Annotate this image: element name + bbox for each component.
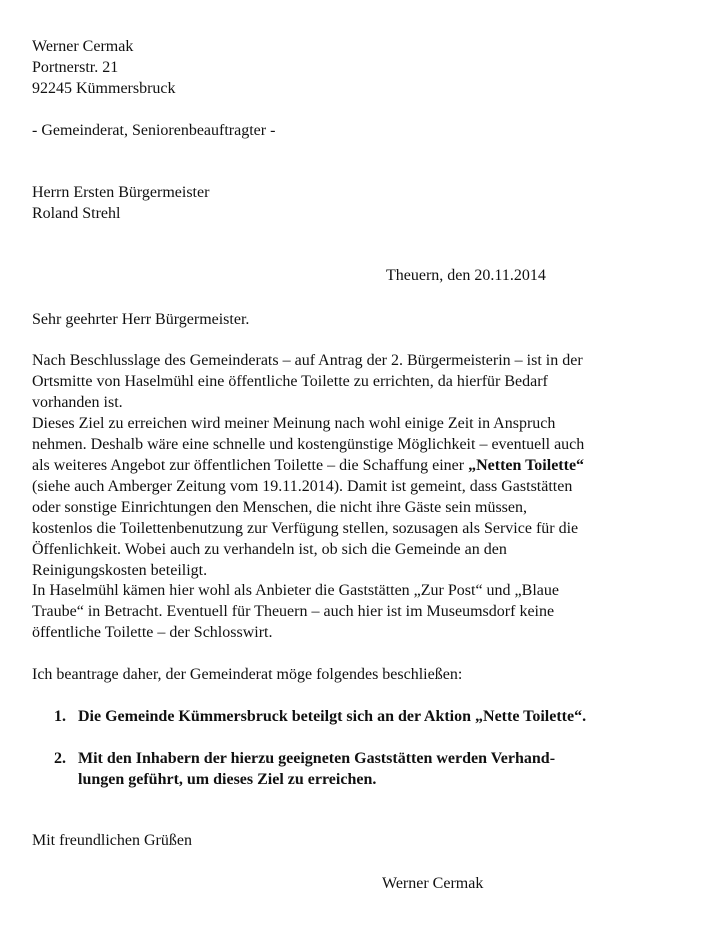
sender-address [32, 36, 682, 99]
motion-text: Die Gemeinde Kümmersbruck beteilgt sich an der Aktion „Nette Toilette“. [78, 708, 587, 725]
closing: Mit freundlichen Grüßen [32, 832, 192, 849]
paragraph-1 [32, 350, 682, 413]
motion-number: 1. [54, 708, 66, 725]
paragraph-line: Dieses Ziel zu erreichen wird meiner Meinung nach wohl einige Zeit in Anspruch [32, 415, 556, 432]
paragraph-line: Reinigungskosten beteiligt. [32, 562, 208, 579]
motion-list [54, 706, 694, 790]
paragraph-line: kostenlos die Toilettenbenutzung zur Verfügung stellen, sozusagen als Service für die [32, 520, 579, 537]
recipient-name: Roland Strehl [32, 205, 121, 222]
paragraph-line: Nach Beschlusslage des Gemeinderats – auf Antrag der 2. Bürgermeisterin – ist in der [32, 352, 583, 369]
paragraph-line: Traube“ in Betracht. Eventuell für Theuern – auch hier ist im Museumsdorf keine [32, 603, 555, 620]
salutation: Sehr geehrter Herr Bürgermeister. [32, 311, 250, 328]
paragraph-line: Öffenlichkeit. Wobei auch zu verhandeln ist, ob sich die Gemeinde an den [32, 541, 507, 558]
recipient-title: Herrn Ersten Bürgermeister [32, 184, 210, 201]
paragraph-3 [32, 580, 682, 643]
paragraph-line: öffentliche Toilette – der Schlosswirt. [32, 624, 273, 641]
paragraph-line: In Haselmühl kämen hier wohl als Anbieter die Gaststätten „Zur Post“ und „Blaue [32, 582, 559, 599]
request-intro: Ich beantrage daher, der Gemeinderat möge folgendes beschließen: [32, 666, 463, 683]
motion-text: lungen geführt, um dieses Ziel zu erreichen. [78, 771, 377, 788]
sender-name: Werner Cermak [32, 38, 134, 55]
paragraph-line: Ortsmitte von Haselmühl eine öffentliche Toilette zu errichten, da hierfür Bedarf [32, 373, 548, 390]
motion-number: 2. [54, 750, 66, 767]
motion-text: Mit den Inhabern der hierzu geeigneten Gaststätten werden Verhand- [78, 750, 556, 767]
signature: Werner Cermak [382, 875, 484, 892]
sender-street: Portnerstr. 21 [32, 59, 119, 76]
sender-role: - Gemeinderat, Seniorenbeauftragter - [32, 122, 276, 139]
paragraph-line: oder sonstige Einrichtungen den Menschen, die nicht ihre Gäste sein müssen, [32, 499, 527, 516]
sender-city: 92245 Kümmersbruck [32, 80, 176, 97]
paragraph-line: vorhanden ist. [32, 394, 123, 411]
motion-item [54, 706, 694, 727]
paragraph-text: als weiteres Angebot zur öffentlichen Toilette – die Schaffung einer [32, 457, 469, 474]
paragraph-line [32, 455, 682, 476]
paragraph-line: (siehe auch Amberger Zeitung vom 19.11.2014). Damit ist gemeint, dass Gaststätten [32, 478, 573, 495]
netten-toilette-emphasis: „Netten Toilette“ [468, 457, 585, 474]
recipient-address [32, 182, 682, 224]
date-line: Theuern, den 20.11.2014 [386, 267, 546, 284]
paragraph-2 [32, 413, 682, 581]
motion-item [54, 748, 694, 790]
paragraph-line: nehmen. Deshalb wäre eine schnelle und kostengünstige Möglichkeit – eventuell auch [32, 436, 585, 453]
